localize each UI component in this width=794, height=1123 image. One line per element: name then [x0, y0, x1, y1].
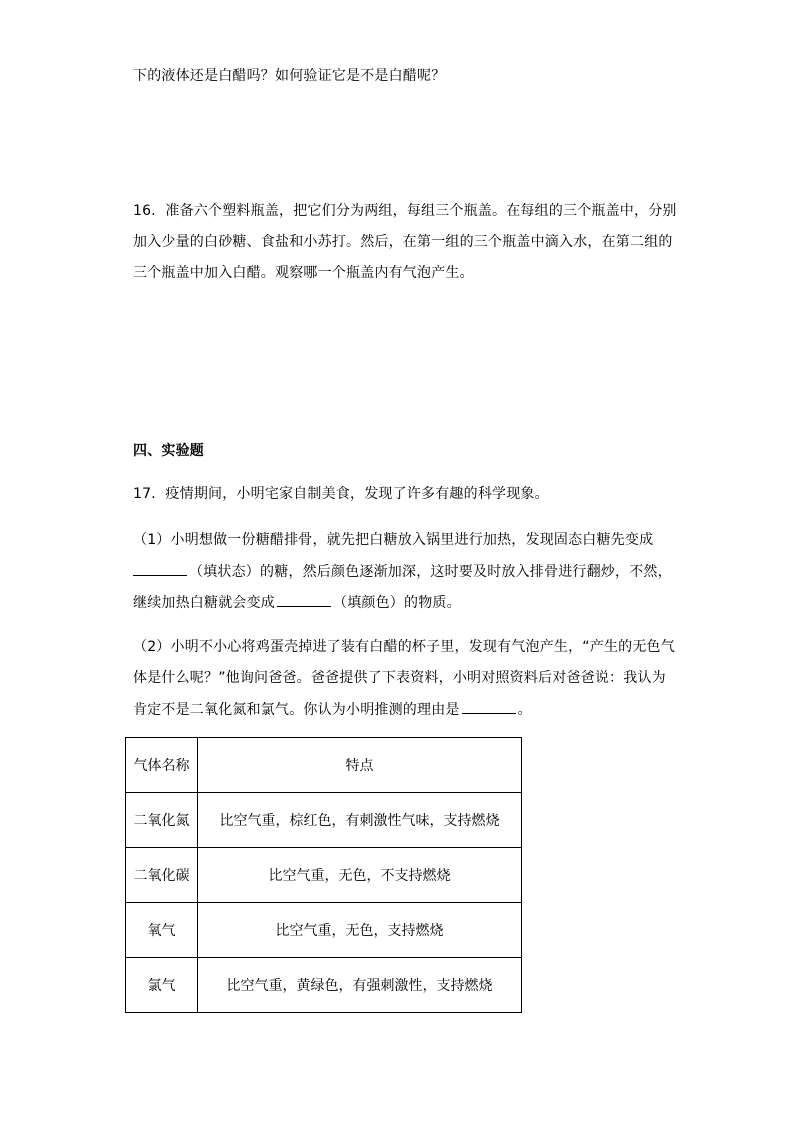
answer-blank-state[interactable]: [133, 561, 187, 576]
answer-blank-color[interactable]: [277, 592, 331, 607]
section-title: 四、实验题: [133, 443, 204, 459]
q17-part2-line-3: [133, 699, 532, 720]
table-cell-gas-name: 二氧化碳: [126, 848, 198, 903]
prev-question-tail: 下的液体还是白醋吗？如何验证它是不是白醋呢？: [133, 68, 446, 84]
q17-part2-line-3-text-b: 。: [517, 702, 532, 718]
q17-part1-line-3-text-b: （填颜色）的物质。: [333, 595, 461, 611]
table-cell-gas-feature: 比空气重，黄绿色，有强刺激性，支持燃烧: [198, 958, 522, 1013]
table-cell-gas-feature: 比空气重，棕红色，有刺激性气味，支持燃烧: [198, 793, 522, 848]
table-row: [126, 793, 522, 848]
q17-part1-line-3: [133, 592, 461, 613]
table-header-cell: 特点: [198, 738, 522, 793]
q17-stem: 17．疫情期间，小明宅家自制美食，发现了许多有趣的科学现象。: [133, 486, 549, 502]
q17-part2-line-1: （2）小明不小心将鸡蛋壳掉进了装有白醋的杯子里，发现有气泡产生，“产生的无色气: [133, 639, 675, 655]
table-row: [126, 903, 522, 958]
table-cell-gas-name: 氧气: [126, 903, 198, 958]
q17-part1-line-1: （1）小明想做一份糖醋排骨，就先把白糖放入锅里进行加热，发现固态白糖先变成: [133, 532, 654, 548]
table-row: [126, 958, 522, 1013]
table-row: [126, 848, 522, 903]
answer-blank-reason[interactable]: [462, 699, 516, 714]
table-cell-gas-feature: 比空气重，无色，不支持燃烧: [198, 848, 522, 903]
table-header-row: [126, 738, 522, 793]
q17-part1-line-2-text: （填状态）的糖，然后颜色逐渐加深，这时要及时放入排骨进行翻炒，不然，: [189, 564, 672, 580]
table-cell-gas-feature: 比空气重，无色，支持燃烧: [198, 903, 522, 958]
q17-part2-line-2: 体是什么呢？”他询问爸爸。爸爸提供了下表资料，小明对照资料后对爸爸说：我认为: [133, 670, 666, 686]
q17-part1-line-2: [133, 561, 672, 582]
q17-part1-line-3-text-a: 继续加热白糖就会变成: [133, 595, 275, 611]
q16-line-3: 三个瓶盖中加入白醋。观察哪一个瓶盖内有气泡产生。: [133, 265, 474, 281]
q16-line-2: 加入少量的白砂糖、食盐和小苏打。然后，在第一组的三个瓶盖中滴入水，在第二组的: [133, 234, 673, 250]
gas-properties-table: [125, 737, 522, 1013]
table-header-cell: 气体名称: [126, 738, 198, 793]
q16-line-1: 16．准备六个塑料瓶盖，把它们分为两组，每组三个瓶盖。在每组的三个瓶盖中，分别: [133, 203, 677, 219]
table-cell-gas-name: 氯气: [126, 958, 198, 1013]
q17-part2-line-3-text-a: 肯定不是二氧化氮和氯气。你认为小明推测的理由是: [133, 702, 460, 718]
table-cell-gas-name: 二氧化氮: [126, 793, 198, 848]
